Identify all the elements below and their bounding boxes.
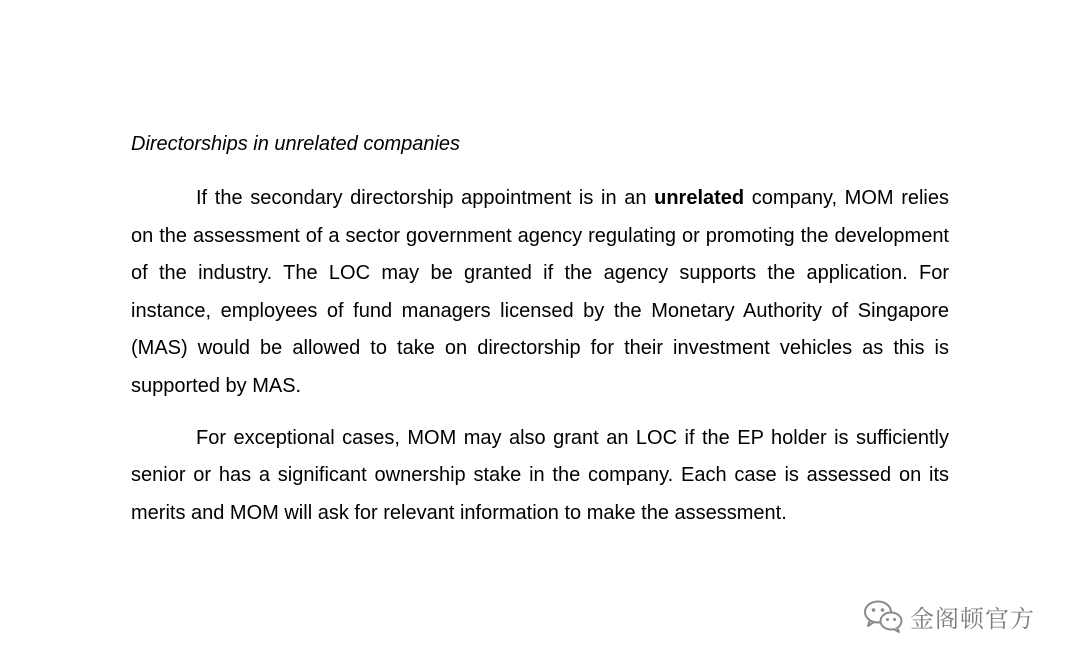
paragraph1-text-after: company, MOM relies on the assessment of a sector government agency regulating or promoting the development of the industry. The LOC may be granted if the agency supports the application. For instance, employees of fund managers licensed by the Monetary Authority of Singapore (MAS) would be allowed to take on directorship for their investment vehicles as this is supported by MAS. — [131, 187, 949, 397]
paragraph1-text-before: If the secondary directorship appointment is in an — [196, 187, 655, 209]
paragraph-unrelated-companies — [131, 180, 949, 406]
paragraph1-bold-term: unrelated — [654, 187, 745, 209]
document-body — [131, 130, 949, 546]
watermark-text: 金阁顿官方 — [910, 604, 1035, 633]
wechat-icon — [862, 598, 904, 634]
watermark — [862, 598, 1035, 634]
paragraph-exceptional-cases: For exceptional cases, MOM may also grant an LOC if the EP holder is sufficiently senior or has a significant ownership stake in the company. Each case is assessed on its merits and MOM will ask for relevant information to make the assessment. — [131, 426, 949, 524]
section-heading: Directorships in unrelated companies — [131, 133, 461, 155]
